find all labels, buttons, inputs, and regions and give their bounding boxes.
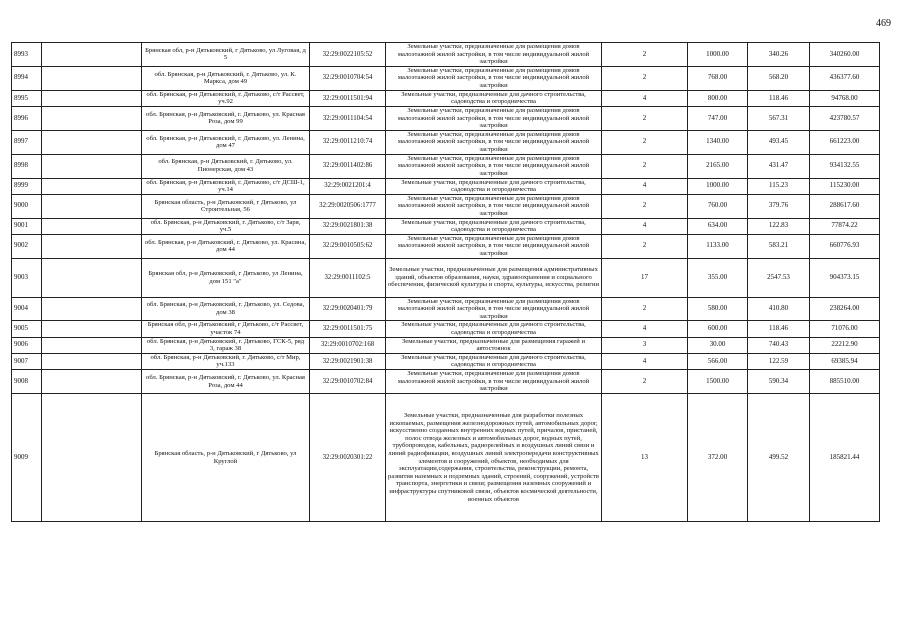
use-group-cell: 2 — [602, 194, 688, 218]
address-cell: обл. Брянская, р-н Дятьковский, г. Дятьково, ул. К. Маркса, дом 49 — [142, 66, 310, 90]
table-row — [12, 106, 880, 130]
cadastral-value-cell: 436377.60 — [810, 66, 880, 90]
table-row — [12, 297, 880, 321]
address-cell: обл. Брянская, р-н Дятьковский, г. Дятьково, с/т Рассвет, уч.92 — [142, 90, 310, 106]
row-number-cell: 8995 — [12, 90, 42, 106]
use-group-cell: 17 — [602, 258, 688, 297]
area-cell: 760.00 — [688, 194, 748, 218]
cadastral-value-cell: 115230.00 — [810, 178, 880, 194]
address-cell: обл. Брянская, р-н Дятьковский, г. Дятьково, ул. Седова, дом 38 — [142, 297, 310, 321]
cadastral-number-cell: 32:29:0020301:22 — [310, 394, 386, 522]
row-number-cell: 9005 — [12, 321, 42, 337]
row-number-cell: 8993 — [12, 43, 42, 67]
row-number-cell: 8994 — [12, 66, 42, 90]
row-number-cell: 9008 — [12, 370, 42, 394]
cadastral-number-cell: 32:29:0020506:1777 — [310, 194, 386, 218]
specific-value-cell: 122.59 — [748, 353, 810, 369]
cadastral-number-cell: 32:29:0010704:54 — [310, 66, 386, 90]
land-use-cell: Земельные участки, предназначенные для дачного строительства, садоводства и огородничества — [386, 178, 602, 194]
use-group-cell: 2 — [602, 106, 688, 130]
land-use-cell: Земельные участки, предназначенные для размещения домов малоэтажной жилой застройки, в том числе индивидуальной жилой застройки — [386, 297, 602, 321]
land-use-cell: Земельные участки, предназначенные для размещения домов малоэтажной жилой застройки, в том числе индивидуальной жилой застройки — [386, 370, 602, 394]
address-cell: обл. Брянская, р-н Дятьковский, г. Дятьково, ул. Пионерская, дом 43 — [142, 154, 310, 178]
use-group-cell: 3 — [602, 337, 688, 353]
address-cell: Брянская область, р-н Дятьковский, г Дятьково, ул Круглой — [142, 394, 310, 522]
specific-value-cell: 379.76 — [748, 194, 810, 218]
address-cell: обл. Брянская, р-н Дятьковский, г. Дятьково, ул. Красная Роза, дом 44 — [142, 370, 310, 394]
cadastral-value-cell: 423780.57 — [810, 106, 880, 130]
land-use-cell: Земельные участки, предназначенные для размещения домов малоэтажной жилой застройки, в том числе индивидуальной жилой застройки — [386, 43, 602, 67]
address-cell: Брянская обл, р-н Дятьковский, г Дятьково, ул Ленина, дом 151 "а" — [142, 258, 310, 297]
row-number-cell: 8996 — [12, 106, 42, 130]
table-row — [12, 394, 880, 522]
row-number-cell: 9007 — [12, 353, 42, 369]
use-group-cell: 2 — [602, 234, 688, 258]
row-number-cell: 9006 — [12, 337, 42, 353]
use-group-cell: 2 — [602, 130, 688, 154]
use-group-cell: 4 — [602, 218, 688, 234]
blank-cell — [42, 130, 142, 154]
table-row — [12, 66, 880, 90]
cadastral-number-cell: 32:29:0011402:86 — [310, 154, 386, 178]
address-cell: Брянская обл, р-н Дятьковский, г Дятьково, ул Луговая, д 5 — [142, 43, 310, 67]
area-cell: 1340.00 — [688, 130, 748, 154]
blank-cell — [42, 43, 142, 67]
use-group-cell: 13 — [602, 394, 688, 522]
cadastral-value-cell: 185821.44 — [810, 394, 880, 522]
use-group-cell: 4 — [602, 178, 688, 194]
area-cell: 600.00 — [688, 321, 748, 337]
area-cell: 1133.00 — [688, 234, 748, 258]
specific-value-cell: 567.31 — [748, 106, 810, 130]
row-number-cell: 8997 — [12, 130, 42, 154]
specific-value-cell: 122.83 — [748, 218, 810, 234]
table-row — [12, 321, 880, 337]
registry-body — [12, 43, 880, 522]
row-number-cell: 9000 — [12, 194, 42, 218]
specific-value-cell: 2547.53 — [748, 258, 810, 297]
table-row — [12, 370, 880, 394]
specific-value-cell: 499.52 — [748, 394, 810, 522]
address-cell: обл. Брянская, р-н Дятьковский, г. Дятьково, ГСК-5, ряд 3, гараж 38 — [142, 337, 310, 353]
address-cell: Брянская обл, р-н Дятьковский, г Дятьково, с/т Рассвет, участок 74 — [142, 321, 310, 337]
table-row — [12, 194, 880, 218]
cadastral-number-cell: 32:29:0021901:38 — [310, 353, 386, 369]
specific-value-cell: 590.34 — [748, 370, 810, 394]
row-number-cell: 9009 — [12, 394, 42, 522]
cadastral-number-cell: 32:29:0010702:168 — [310, 337, 386, 353]
cadastral-number-cell: 32:29:0021201:4 — [310, 178, 386, 194]
area-cell: 747.00 — [688, 106, 748, 130]
blank-cell — [42, 218, 142, 234]
cadastral-value-cell: 885510.00 — [810, 370, 880, 394]
cadastral-number-cell: 32:29:0010702:84 — [310, 370, 386, 394]
area-cell: 372.00 — [688, 394, 748, 522]
area-cell: 1500.00 — [688, 370, 748, 394]
cadastral-value-cell: 238264.00 — [810, 297, 880, 321]
page-number: 469 — [876, 18, 891, 29]
land-use-cell: Земельные участки, предназначенные для размещения административных зданий, объектов образования, науки, здравоохранения и социального обеспечения, физической культуры и спорта, культуры, искусства, религии — [386, 258, 602, 297]
land-use-cell: Земельные участки, предназначенные для дачного строительства, садоводства и огородничества — [386, 353, 602, 369]
row-number-cell: 8998 — [12, 154, 42, 178]
cadastral-number-cell: 32:29:0011104:54 — [310, 106, 386, 130]
cadastral-number-cell: 32:29:0010505:62 — [310, 234, 386, 258]
address-cell: обл. Брянская, р-н Дятьковский, г. Дятьково, с/т Мир, уч.133 — [142, 353, 310, 369]
cadastral-number-cell: 32:29:0011501:94 — [310, 90, 386, 106]
specific-value-cell: 410.80 — [748, 297, 810, 321]
use-group-cell: 2 — [602, 370, 688, 394]
use-group-cell: 2 — [602, 154, 688, 178]
land-use-cell: Земельные участки, предназначенные для размещения домов малоэтажной жилой застройки, в том числе индивидуальной жилой застройки — [386, 66, 602, 90]
blank-cell — [42, 321, 142, 337]
use-group-cell: 2 — [602, 43, 688, 67]
cadastral-value-cell: 77874.22 — [810, 218, 880, 234]
row-number-cell: 9001 — [12, 218, 42, 234]
area-cell: 566.00 — [688, 353, 748, 369]
blank-cell — [42, 337, 142, 353]
table-row — [12, 90, 880, 106]
specific-value-cell: 493.45 — [748, 130, 810, 154]
specific-value-cell: 340.26 — [748, 43, 810, 67]
table-row — [12, 234, 880, 258]
area-cell: 30.00 — [688, 337, 748, 353]
cadastral-number-cell: 32:29:0021801:38 — [310, 218, 386, 234]
blank-cell — [42, 353, 142, 369]
blank-cell — [42, 66, 142, 90]
area-cell: 1000.00 — [688, 178, 748, 194]
blank-cell — [42, 234, 142, 258]
use-group-cell: 2 — [602, 297, 688, 321]
land-use-cell: Земельные участки, предназначенные для разработки полезных ископаемых, размещения железнодорожных путей, автомобильных дорог, искусственно созданных внутренних водных путей, причалов, пристаней, полос отвода железных и автомобильных дорог, водных путей, трубопроводов, кабельных, радиорелейных и воздушных линий связи и линий радиофикации, воздушных линий электропередачи конструктивных элементов и сооружений, объектов, необходимых для эксплуатации,содержания, строительства, реконструкции, ремонта, развития наземных и подземных зданий, строений, сооружений, устройств транспорта, энергетики и связи; размещения наземных сооружений и инфраструктуры спутниковой связи, объектов космической деятельности, военных объектов — [386, 394, 602, 522]
cadastral-value-cell: 904373.15 — [810, 258, 880, 297]
cadastral-value-cell: 660776.93 — [810, 234, 880, 258]
row-number-cell: 8999 — [12, 178, 42, 194]
blank-cell — [42, 370, 142, 394]
cadastral-value-cell: 934132.55 — [810, 154, 880, 178]
specific-value-cell: 583.21 — [748, 234, 810, 258]
row-number-cell: 9002 — [12, 234, 42, 258]
land-use-cell: Земельные участки, предназначенные для размещения домов малоэтажной жилой застройки, в том числе индивидуальной жилой застройки — [386, 106, 602, 130]
land-use-cell: Земельные участки, предназначенные для дачного строительства, садоводства и огородничества — [386, 321, 602, 337]
cadastral-value-cell: 94768.00 — [810, 90, 880, 106]
area-cell: 634.00 — [688, 218, 748, 234]
area-cell: 2165.00 — [688, 154, 748, 178]
cadastral-number-cell: 32:29:0022105:52 — [310, 43, 386, 67]
land-registry-table — [11, 42, 880, 522]
cadastral-value-cell: 69385.94 — [810, 353, 880, 369]
specific-value-cell: 118.46 — [748, 321, 810, 337]
land-use-cell: Земельные участки, предназначенные для размещения гаражей и автостоянок — [386, 337, 602, 353]
address-cell: обл. Брянская, р-н Дятьковский, г. Дятьково, ул. Красина, дом 44 — [142, 234, 310, 258]
specific-value-cell: 115.23 — [748, 178, 810, 194]
blank-cell — [42, 154, 142, 178]
address-cell: Брянская область, р-н Дятьковский, г Дятьково, ул Строительная, 56 — [142, 194, 310, 218]
blank-cell — [42, 106, 142, 130]
land-use-cell: Земельные участки, предназначенные для дачного строительства, садоводства и огородничества — [386, 218, 602, 234]
cadastral-value-cell: 71076.00 — [810, 321, 880, 337]
use-group-cell: 2 — [602, 66, 688, 90]
table-row — [12, 43, 880, 67]
use-group-cell: 4 — [602, 353, 688, 369]
land-use-cell: Земельные участки, предназначенные для дачного строительства, садоводства и огородничества — [386, 90, 602, 106]
specific-value-cell: 118.46 — [748, 90, 810, 106]
cadastral-number-cell: 32:29:0011501:75 — [310, 321, 386, 337]
address-cell: обл. Брянская, р-н Дятьковский, г. Дятьково, с/т ДСШ-1, уч.14 — [142, 178, 310, 194]
cadastral-value-cell: 661223.00 — [810, 130, 880, 154]
blank-cell — [42, 194, 142, 218]
blank-cell — [42, 258, 142, 297]
use-group-cell: 4 — [602, 321, 688, 337]
specific-value-cell: 431.47 — [748, 154, 810, 178]
address-cell: обл. Брянская, р-н Дятьковский, г. Дятьково, ул. Красная Роза, дом 99 — [142, 106, 310, 130]
use-group-cell: 4 — [602, 90, 688, 106]
table-row — [12, 130, 880, 154]
blank-cell — [42, 90, 142, 106]
land-use-cell: Земельные участки, предназначенные для размещения домов малоэтажной жилой застройки, в том числе индивидуальной жилой застройки — [386, 154, 602, 178]
specific-value-cell: 740.43 — [748, 337, 810, 353]
cadastral-number-cell: 32:29:0011102:5 — [310, 258, 386, 297]
table-row — [12, 337, 880, 353]
table-row — [12, 154, 880, 178]
blank-cell — [42, 394, 142, 522]
blank-cell — [42, 178, 142, 194]
address-cell: обл. Брянская, р-н Дятьковский, г. Дятьково, ул. Ленина, дом 47 — [142, 130, 310, 154]
specific-value-cell: 568.20 — [748, 66, 810, 90]
area-cell: 768.00 — [688, 66, 748, 90]
area-cell: 580.00 — [688, 297, 748, 321]
table-row — [12, 218, 880, 234]
row-number-cell: 9004 — [12, 297, 42, 321]
land-use-cell: Земельные участки, предназначенные для размещения домов малоэтажной жилой застройки, в том числе индивидуальной жилой застройки — [386, 234, 602, 258]
cadastral-value-cell: 340260.00 — [810, 43, 880, 67]
area-cell: 800.00 — [688, 90, 748, 106]
table-row — [12, 178, 880, 194]
table-row — [12, 353, 880, 369]
land-use-cell: Земельные участки, предназначенные для размещения домов малоэтажной жилой застройки, в том числе индивидуальной жилой застройки — [386, 130, 602, 154]
area-cell: 355.00 — [688, 258, 748, 297]
table-row — [12, 258, 880, 297]
cadastral-number-cell: 32:29:0020401:79 — [310, 297, 386, 321]
land-use-cell: Земельные участки, предназначенные для размещения домов малоэтажной жилой застройки, в том числе индивидуальной жилой застройки — [386, 194, 602, 218]
address-cell: обл. Брянская, р-н Дятьковский, г. Дятьково, с/т Заря, уч.5 — [142, 218, 310, 234]
blank-cell — [42, 297, 142, 321]
row-number-cell: 9003 — [12, 258, 42, 297]
cadastral-number-cell: 32:29:0011210:74 — [310, 130, 386, 154]
cadastral-value-cell: 288617.60 — [810, 194, 880, 218]
cadastral-value-cell: 22212.90 — [810, 337, 880, 353]
area-cell: 1000.00 — [688, 43, 748, 67]
